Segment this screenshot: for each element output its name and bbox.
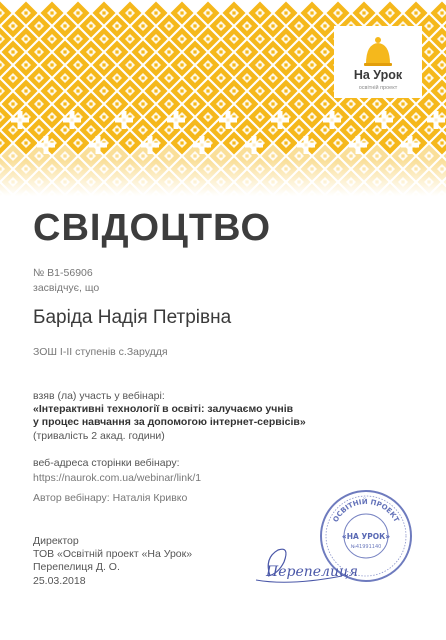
ornament-dot — [11, 50, 14, 53]
ornament-pattern — [0, 0, 446, 196]
ornament-dot — [271, 24, 274, 27]
ornament-dot — [427, 50, 430, 53]
ornament-dot — [0, 115, 2, 118]
ornament-dot — [245, 24, 248, 27]
ornament-dot — [154, 89, 157, 92]
ornament-dot — [193, 154, 196, 157]
ornament-dot — [102, 37, 105, 40]
ornament-cross-center — [305, 144, 308, 147]
ornament-dot — [414, 115, 417, 118]
ornament-dot — [141, 102, 144, 105]
ornament-dot — [24, 63, 27, 66]
ornament-dot — [297, 102, 300, 105]
ornament-dot — [180, 63, 183, 66]
ornament-dot — [206, 89, 209, 92]
ornament-dot — [37, 50, 40, 53]
ornament-dot — [271, 50, 274, 53]
svg-text:ОСВІТНІЙ ПРОЕКТ — [332, 497, 401, 524]
ornament-dot — [63, 154, 66, 157]
participation-text: взяв (ла) участь у вебінарі: — [33, 390, 165, 402]
ornament-dot — [271, 128, 274, 131]
ornament-dot — [11, 24, 14, 27]
stamp-outer-text: ОСВІТНІЙ ПРОЕКТ — [331, 497, 401, 524]
ornament-dot — [76, 141, 79, 144]
ornament-dot — [427, 76, 430, 79]
ornament-dot — [219, 102, 222, 105]
ornament-dot — [232, 37, 235, 40]
ornament-dot — [284, 63, 287, 66]
ornament-cross-center — [149, 144, 152, 147]
ornament-dot — [271, 154, 274, 157]
ornament-dot — [0, 11, 2, 14]
ornament-dot — [349, 154, 352, 157]
recipient-name: Баріда Надія Петрівна — [33, 307, 232, 328]
ornament-dot — [362, 115, 365, 118]
ornament-dot — [24, 141, 27, 144]
certificate-number: № В1-56906 — [33, 267, 93, 279]
ornament-dot — [323, 102, 326, 105]
ornament-dot — [440, 37, 443, 40]
ornament-dot — [219, 128, 222, 131]
ornament-dot — [245, 154, 248, 157]
ornament-dot — [167, 154, 170, 157]
stamp-code: №41991140 — [350, 544, 382, 550]
webinar-title-line1: «Інтерактивні технології в освіті: залучаємо учнів — [33, 403, 294, 415]
ornament-dot — [115, 50, 118, 53]
ornament-dot — [297, 154, 300, 157]
ornament-dot — [232, 11, 235, 14]
ornament-dot — [284, 37, 287, 40]
ornament-dot — [50, 11, 53, 14]
ornament-dot — [167, 24, 170, 27]
certifies-text: засвідчує, що — [33, 282, 100, 294]
logo-title: На Урок — [353, 68, 403, 82]
ornament-dot — [427, 24, 430, 27]
ornament-cross-center — [201, 144, 204, 147]
ornament-dot — [271, 102, 274, 105]
signature — [250, 536, 360, 586]
issue-date: 25.03.2018 — [33, 575, 86, 587]
ornament-dot — [102, 89, 105, 92]
ornament-dot — [180, 11, 183, 14]
ornament-dot — [89, 102, 92, 105]
ornament-dot — [284, 141, 287, 144]
ornament-dot — [219, 76, 222, 79]
ornament-dot — [323, 24, 326, 27]
certificate-title: СВІДОЦТВО — [33, 207, 272, 249]
ornament-dot — [50, 63, 53, 66]
ornament-dot — [102, 115, 105, 118]
ornament-dot — [0, 89, 2, 92]
ornament-dot — [63, 128, 66, 131]
ornament-dot — [440, 11, 443, 14]
ornament-cross-center — [279, 119, 282, 122]
ornament-cross-center — [409, 144, 412, 147]
ornament-dot — [310, 37, 313, 40]
ornament-dot — [258, 11, 261, 14]
ornament-dot — [193, 102, 196, 105]
ornament-dot — [63, 76, 66, 79]
ornament-dot — [102, 11, 105, 14]
ornament-cross-center — [253, 144, 256, 147]
ornament-dot — [141, 24, 144, 27]
webinar-author: Автор вебінару: Наталія Кривко — [33, 492, 188, 504]
ornament-dot — [37, 76, 40, 79]
ornament-cross-center — [19, 119, 22, 122]
ornament-dot — [141, 76, 144, 79]
duration-text: (тривалість 2 акад. години) — [33, 430, 165, 442]
organization-name: ТОВ «Освітній проект «На Урок» — [33, 548, 193, 560]
ornament-dot — [401, 154, 404, 157]
ornament-dot — [180, 37, 183, 40]
ornament-cross-center — [71, 119, 74, 122]
ornament-dot — [89, 154, 92, 157]
ornament-dot — [167, 76, 170, 79]
ornament-dot — [102, 63, 105, 66]
ornament-dot — [154, 63, 157, 66]
ornament-dot — [115, 24, 118, 27]
ornament-dot — [206, 37, 209, 40]
ornament-dot — [219, 154, 222, 157]
ornament-dot — [362, 11, 365, 14]
stamp-center-text: «НА УРОК» — [341, 532, 391, 541]
ornament-dot — [11, 154, 14, 157]
bell-icon — [336, 34, 420, 70]
ornament-dot — [76, 89, 79, 92]
ornament-dot — [284, 11, 287, 14]
ornament-dot — [232, 63, 235, 66]
ornament-dot — [440, 63, 443, 66]
ornament-dot — [440, 89, 443, 92]
ornament-dot — [115, 102, 118, 105]
ornament-dot — [141, 154, 144, 157]
ornament-dot — [76, 37, 79, 40]
ornament-dot — [245, 50, 248, 53]
ornament-dot — [128, 37, 131, 40]
ornament-cross-center — [175, 119, 178, 122]
ornament-dot — [258, 37, 261, 40]
ornament-cross-center — [383, 119, 386, 122]
ornament-dot — [193, 128, 196, 131]
ornament-dot — [193, 24, 196, 27]
ornament-dot — [427, 102, 430, 105]
ornament-dot — [206, 11, 209, 14]
ornament-cross-center — [97, 144, 100, 147]
school-name: ЗОШ І-ІІ ступенів с.Заруддя — [33, 346, 168, 358]
ornament-dot — [37, 24, 40, 27]
ornament-cross-center — [227, 119, 230, 122]
ornament-dot — [349, 128, 352, 131]
ornament-dot — [258, 115, 261, 118]
signature-text: Перепелиця — [266, 564, 359, 580]
ornament-dot — [50, 89, 53, 92]
ornament-dot — [37, 128, 40, 131]
ornament-dot — [11, 76, 14, 79]
ornament-dot — [50, 115, 53, 118]
director-name: Перепелиця Д. О. — [33, 561, 120, 573]
ornament-dot — [375, 154, 378, 157]
web-address-link[interactable]: https://naurok.com.ua/webinar/link/1 — [33, 472, 202, 484]
ornament-dot — [388, 11, 391, 14]
ornament-dot — [297, 76, 300, 79]
ornament-dot — [336, 11, 339, 14]
ornament-dot — [37, 154, 40, 157]
webinar-title-line2: у процес навчання за допомогою інтернет-сервісів» — [33, 416, 306, 428]
ornament-dot — [180, 89, 183, 92]
ornament-dot — [440, 141, 443, 144]
ornament-dot — [89, 50, 92, 53]
ornament-dot — [63, 102, 66, 105]
ornament-dot — [323, 50, 326, 53]
ornament-dot — [37, 102, 40, 105]
ornament-dot — [245, 76, 248, 79]
ornament-dot — [0, 141, 2, 144]
ornament-dot — [128, 63, 131, 66]
ornament-dot — [427, 154, 430, 157]
logo-subtitle: освітній проект — [358, 85, 398, 91]
ornament-dot — [63, 50, 66, 53]
ornament-dot — [414, 11, 417, 14]
ornament-dot — [24, 89, 27, 92]
ornament-cross-center — [357, 144, 360, 147]
ornament-fade — [0, 160, 446, 196]
ornament-dot — [336, 141, 339, 144]
ornament-dot — [310, 11, 313, 14]
ornament-dot — [401, 128, 404, 131]
ornament-dot — [388, 141, 391, 144]
ornament-dot — [24, 37, 27, 40]
ornament-dot — [401, 102, 404, 105]
ornament-dot — [193, 76, 196, 79]
ornament-dot — [128, 11, 131, 14]
ornament-dot — [154, 11, 157, 14]
ornament-dot — [310, 63, 313, 66]
ornament-dot — [11, 128, 14, 131]
ornament-dot — [219, 50, 222, 53]
ornament-dot — [310, 89, 313, 92]
ornament-dot — [297, 50, 300, 53]
ornament-dot — [154, 37, 157, 40]
ornament-dot — [323, 128, 326, 131]
ornament-dot — [375, 102, 378, 105]
ornament-dot — [0, 37, 2, 40]
ornament-dot — [115, 76, 118, 79]
ornament-cross-center — [45, 144, 48, 147]
ornament-dot — [115, 154, 118, 157]
ornament-dot — [206, 115, 209, 118]
ornament-dot — [232, 141, 235, 144]
ornament-cross-center — [123, 119, 126, 122]
ornament-dot — [258, 63, 261, 66]
ornament-dot — [245, 102, 248, 105]
ornament-cross-center — [435, 119, 438, 122]
ornament-dot — [50, 37, 53, 40]
ornament-dot — [76, 11, 79, 14]
ornament-dot — [427, 128, 430, 131]
web-address-label: веб-адреса сторінки вебінару: — [33, 457, 180, 469]
ornament-dot — [141, 50, 144, 53]
ornament-dot — [349, 102, 352, 105]
ornament-dot — [167, 50, 170, 53]
ornament-dot — [0, 63, 2, 66]
ornament-dot — [271, 76, 274, 79]
ornament-dot — [89, 24, 92, 27]
ornament-dot — [310, 115, 313, 118]
ornament-dot — [63, 24, 66, 27]
ornament-dot — [375, 128, 378, 131]
ornament-dot — [89, 76, 92, 79]
ornament-dot — [89, 128, 92, 131]
ornament-dot — [11, 102, 14, 105]
ornament-cross-center — [331, 119, 334, 122]
ornament-dot — [219, 24, 222, 27]
ornament-dot — [297, 128, 300, 131]
ornament-dot — [167, 128, 170, 131]
ornament-dot — [232, 89, 235, 92]
ornament-dot — [167, 102, 170, 105]
ornament-dot — [323, 76, 326, 79]
ornament-dot — [284, 89, 287, 92]
ornament-dot — [297, 24, 300, 27]
ornament-dot — [193, 50, 196, 53]
ornament-dot — [245, 128, 248, 131]
ornament-dot — [141, 128, 144, 131]
ornament-dot — [128, 89, 131, 92]
ornament-dot — [128, 141, 131, 144]
ornament-dot — [24, 11, 27, 14]
ornament-dot — [206, 63, 209, 66]
ornament-dot — [115, 128, 118, 131]
ornament-dot — [76, 63, 79, 66]
ornament-dot — [323, 154, 326, 157]
director-role: Директор — [33, 535, 79, 547]
ornament-dot — [180, 141, 183, 144]
ornament-dot — [154, 115, 157, 118]
logo[interactable] — [336, 34, 420, 96]
ornament-dot — [258, 89, 261, 92]
